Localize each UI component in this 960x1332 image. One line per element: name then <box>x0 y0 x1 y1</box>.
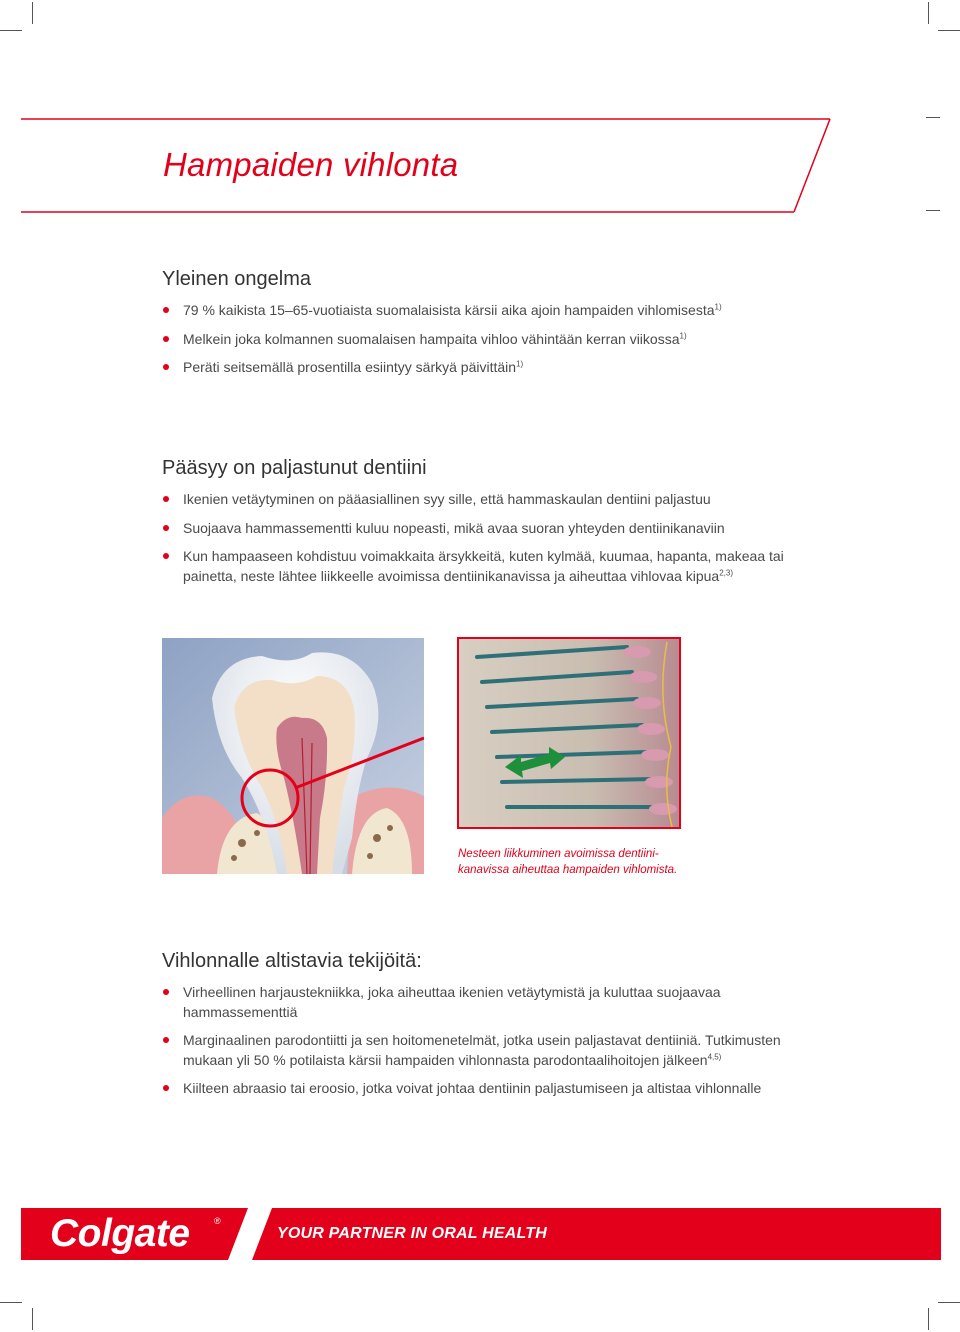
crop-mark <box>32 1308 33 1330</box>
list-item: Ikenien vetäytyminen on pääasiallinen syy sille, että hammaskaulan dentiini paljastuu <box>162 490 802 510</box>
registered-mark: ® <box>214 1216 221 1226</box>
section-heading: Yleinen ongelma <box>162 268 311 290</box>
bullet-list <box>162 490 802 586</box>
bullet-list <box>162 983 802 1099</box>
crop-mark <box>938 1302 960 1303</box>
list-item: Marginaalinen parodontiitti ja sen hoitomenetelmät, jotka usein paljastavat dentiiniä. Tutkimusten mukaan yli 50 % potilaista kärsii hampaiden vihlonnasta parodontaalihoitojen jälkeen$^{4,5)}$ <box>162 1031 802 1070</box>
colgate-logo: Colgate <box>50 1212 190 1255</box>
list-item: Melkein joka kolmannen suomalaisen hampaita vihloo vähintään kerran viikossa$^{1)}$ <box>162 330 802 350</box>
list-item: Kun hampaaseen kohdistuu voimakkaita ärsykkeitä, kuten kylmää, kuumaa, hapanta, makeaa tai painetta, neste lähtee liikkeelle avoimissa dentiinikanavissa ja aiheuttaa vihlovaa kipua$^{2,3)}$ <box>162 547 802 586</box>
figure-caption: Nesteen liikkuminen avoimissa dentiini-kanavissa aiheuttaa hampaiden vihlomista. <box>458 848 678 876</box>
footer-tagline: YOUR PARTNER IN ORAL HEALTH <box>277 1225 548 1242</box>
dentin-tubules-image <box>457 637 681 829</box>
title-frame <box>0 0 960 230</box>
section-heading: Pääsyy on paljastunut dentiini <box>162 457 427 479</box>
list-item: 79 % kaikista 15–65-vuotiaista suomalaisista kärsii aika ajoin hampaiden vihlomisesta$^{1)}$ <box>162 301 802 321</box>
list-item: Peräti seitsemällä prosentilla esiintyy särkyä päivittäin$^{1)}$ <box>162 358 802 378</box>
section-heading: Vihlonnalle altistavia tekijöitä: <box>162 950 422 972</box>
section-paasyy <box>162 457 802 595</box>
crop-mark <box>928 1308 929 1330</box>
tooth-cross-section-image <box>162 638 424 874</box>
section-yleinen-ongelma <box>162 268 802 387</box>
page-title: Hampaiden vihlonta <box>163 146 459 183</box>
crop-mark <box>0 1302 22 1303</box>
list-item: Kiilteen abraasio tai eroosio, jotka voivat johtaa dentiinin paljastumiseen ja altistaa vihlonnalle <box>162 1079 802 1099</box>
section-vihlonnalle-altistavia <box>162 950 802 1108</box>
bullet-list <box>162 301 802 378</box>
list-item: Suojaava hammassementti kuluu nopeasti, mikä avaa suoran yhteyden dentiinikanaviin <box>162 519 802 539</box>
list-item: Virheellinen harjaustekniikka, joka aiheuttaa ikenien vetäytymistä ja kuluttaa suojaavaa hammassementtiä <box>162 983 802 1022</box>
